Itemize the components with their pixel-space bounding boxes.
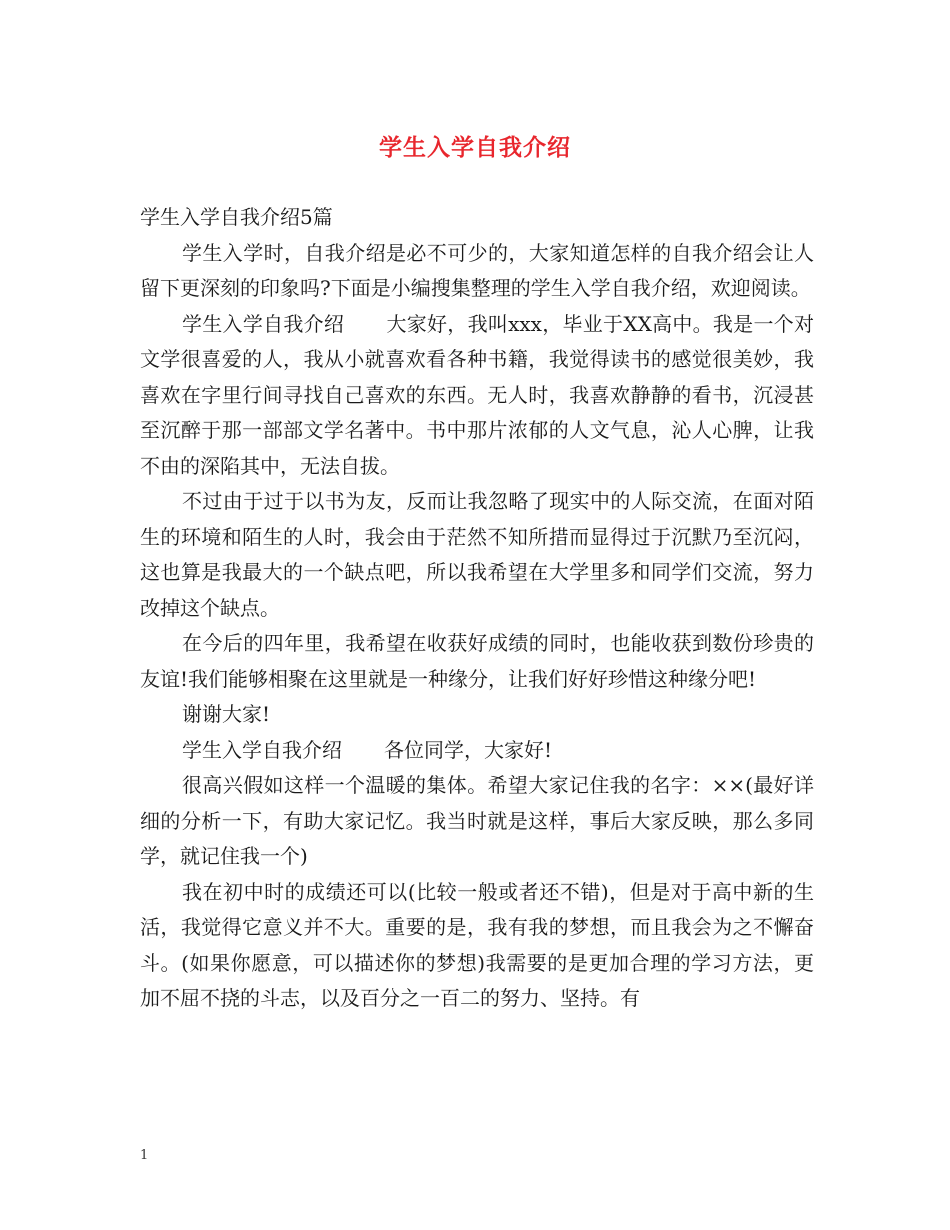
intro-paragraph: 学生入学时，自我介绍是必不可少的，大家知道怎样的自我介绍会让人留下更深刻的印象吗?下面是小编搜集整理的学生入学自我介绍，欢迎阅读。 [140, 240, 814, 300]
section1-paragraph-4: 谢谢大家! [182, 702, 271, 726]
page-number: 1 [140, 1148, 149, 1163]
section2-heading: 学生入学自我介绍 [182, 737, 342, 762]
section1-heading: 学生入学自我介绍 [182, 311, 345, 336]
section2-paragraph-2: 很高兴假如这样一个温暖的集体。希望大家记住我的名字：××(最好详细的分析一下，有助大家记忆。我当时就是这样，事后大家反映，那么多同学，就记住我一个) [140, 773, 814, 868]
document-title: 学生入学自我介绍 [379, 134, 571, 161]
section2-lead: 各位同学，大家好! [384, 737, 553, 762]
section1-first-paragraph [140, 307, 814, 485]
document-body [140, 200, 814, 1017]
section1-paragraph-2: 不过由于过于以书为友，反而让我忽略了现实中的人际交流，在面对陌生的环境和陌生的人时，我会由于茫然不知所措而显得过于沉默乃至沉闷，这也算是我最大的一个缺点吧，所以我希望在大学里多和同学们交流，努力改掉这个缺点。 [140, 489, 814, 620]
document-subtitle: 学生入学自我介绍5篇 [140, 205, 333, 229]
section1-lead: 大家好，我叫xxx，毕业于XX高中。我是一个对文学很喜爱的人，我从小就喜欢看各种书籍，我觉得读书的感觉很美妙，我喜欢在字里行间寻找自己喜欢的东西。无人时，我喜欢静静的看书，沉浸甚至沉醉于那一部部文学名著中。书中那片浓郁的人文气息，沁人心脾，让我不由的深陷其中，无法自拔。 [140, 311, 814, 478]
section1-paragraph-3: 在今后的四年里，我希望在收获好成绩的同时，也能收获到数份珍贵的友谊!我们能够相聚在这里就是一种缘分，让我们好好珍惜这种缘分吧! [140, 631, 814, 691]
section2-first-paragraph [140, 733, 814, 769]
section2-paragraph-3: 我在初中时的成绩还可以(比较一般或者还不错)，但是对于高中新的生活，我觉得它意义并不大。重要的是，我有我的梦想，而且我会为之不懈奋斗。(如果你愿意，可以描述你的梦想)我需要的是更加合理的学习方法，更加不屈不挠的斗志，以及百分之一百二的努力、坚持。有 [140, 879, 814, 1010]
